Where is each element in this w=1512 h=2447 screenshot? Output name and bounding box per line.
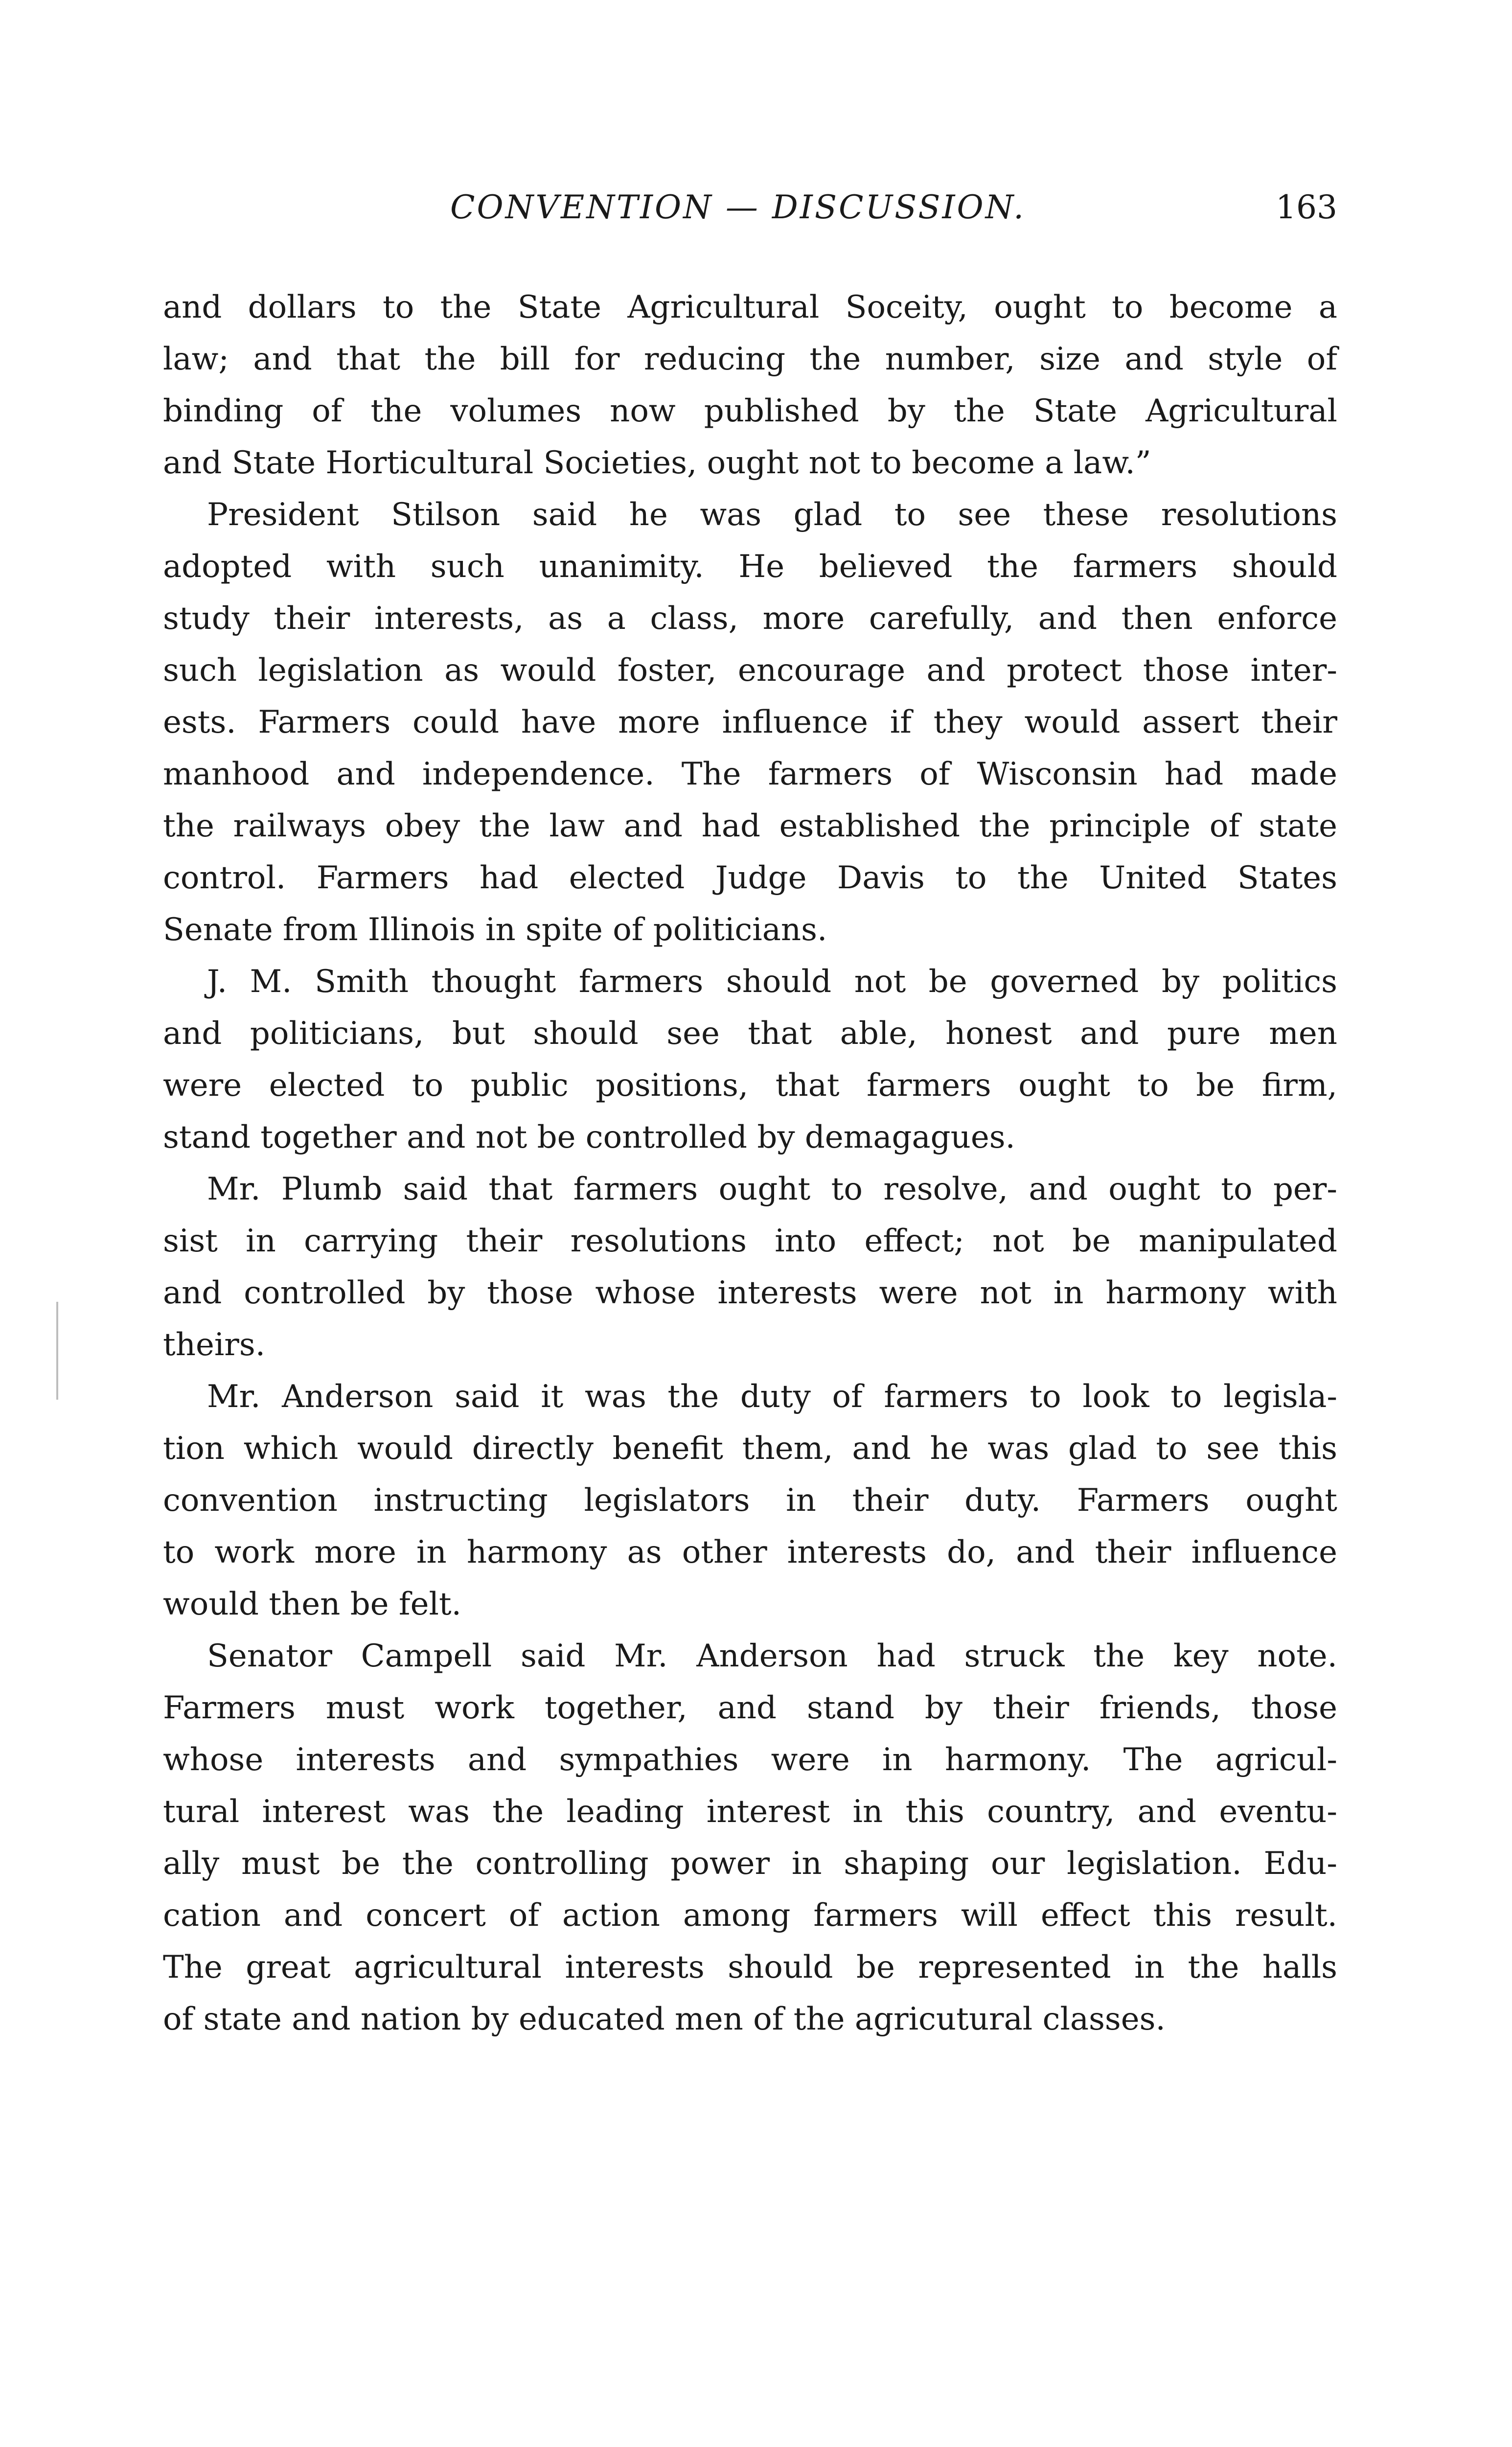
text-line: theirs. — [163, 1327, 266, 1363]
text-line: control. Farmers had elected Judge Davis to the United States — [163, 860, 1337, 896]
text-line: ally must be the controlling power in shaping our legislation. Edu- — [163, 1846, 1337, 1882]
text-line: and State Horticultural Societies, ought not to become a law.” — [163, 445, 1151, 481]
text-line: and controlled by those whose interests were not in harmony with — [163, 1275, 1337, 1311]
running-head — [163, 188, 1337, 237]
text-line: The great agricultural interests should be represented in the halls — [163, 1949, 1337, 1985]
text-line: were elected to public positions, that farmers ought to be firm, — [163, 1067, 1337, 1104]
margin-scan-mark — [56, 1302, 58, 1400]
text-line: law; and that the bill for reducing the number, size and style of — [163, 341, 1337, 377]
text-line: Farmers must work together, and stand by their friends, those — [163, 1690, 1337, 1726]
text-line: to work more in harmony as other interests do, and their influence — [163, 1534, 1337, 1570]
text-line: Mr. Anderson said it was the duty of farmers to look to legisla- — [207, 1379, 1337, 1415]
page-number: 163 — [1276, 188, 1337, 226]
text-line: stand together and not be controlled by demagagues. — [163, 1119, 1015, 1155]
text-line: adopted with such unanimity. He believed the farmers should — [163, 549, 1337, 585]
text-line: would then be felt. — [163, 1586, 461, 1622]
text-line: Senator Campell said Mr. Anderson had struck the key note. — [207, 1638, 1337, 1674]
text-line: Senate from Illinois in spite of politicians. — [163, 912, 827, 948]
text-line: manhood and independence. The farmers of Wisconsin had made — [163, 756, 1337, 792]
text-line: President Stilson said he was glad to see these resolutions — [207, 497, 1337, 533]
text-line: whose interests and sympathies were in harmony. The agricul- — [163, 1742, 1337, 1778]
text-line: cation and concert of action among farmers will effect this result. — [163, 1897, 1337, 1934]
text-line: study their interests, as a class, more carefully, and then enforce — [163, 600, 1337, 637]
body-text — [163, 281, 1337, 2045]
text-line: such legislation as would foster, encourage and protect those inter- — [163, 652, 1337, 689]
text-line: binding of the volumes now published by the State Agricultural — [163, 393, 1337, 429]
text-line: tural interest was the leading interest in this country, and eventu- — [163, 1794, 1337, 1830]
text-line: the railways obey the law and had established the principle of state — [163, 808, 1337, 844]
text-line: convention instructing legislators in their duty. Farmers ought — [163, 1482, 1337, 1519]
text-line: and dollars to the State Agricultural Soceity, ought to become a — [163, 289, 1337, 325]
text-line: J. M. Smith thought farmers should not be governed by politics — [207, 964, 1337, 1000]
text-line: tion which would directly benefit them, and he was glad to see this — [163, 1431, 1337, 1467]
text-line: Mr. Plumb said that farmers ought to resolve, and ought to per- — [207, 1171, 1337, 1207]
running-title: CONVENTION — DISCUSSION. — [450, 188, 1026, 226]
text-line: sist in carrying their resolutions into effect; not be manipulated — [163, 1223, 1337, 1259]
text-line: of state and nation by educated men of the agricutural classes. — [163, 2001, 1166, 2037]
text-line: ests. Farmers could have more influence if they would assert their — [163, 704, 1337, 740]
text-line: and politicians, but should see that able, honest and pure men — [163, 1016, 1337, 1052]
